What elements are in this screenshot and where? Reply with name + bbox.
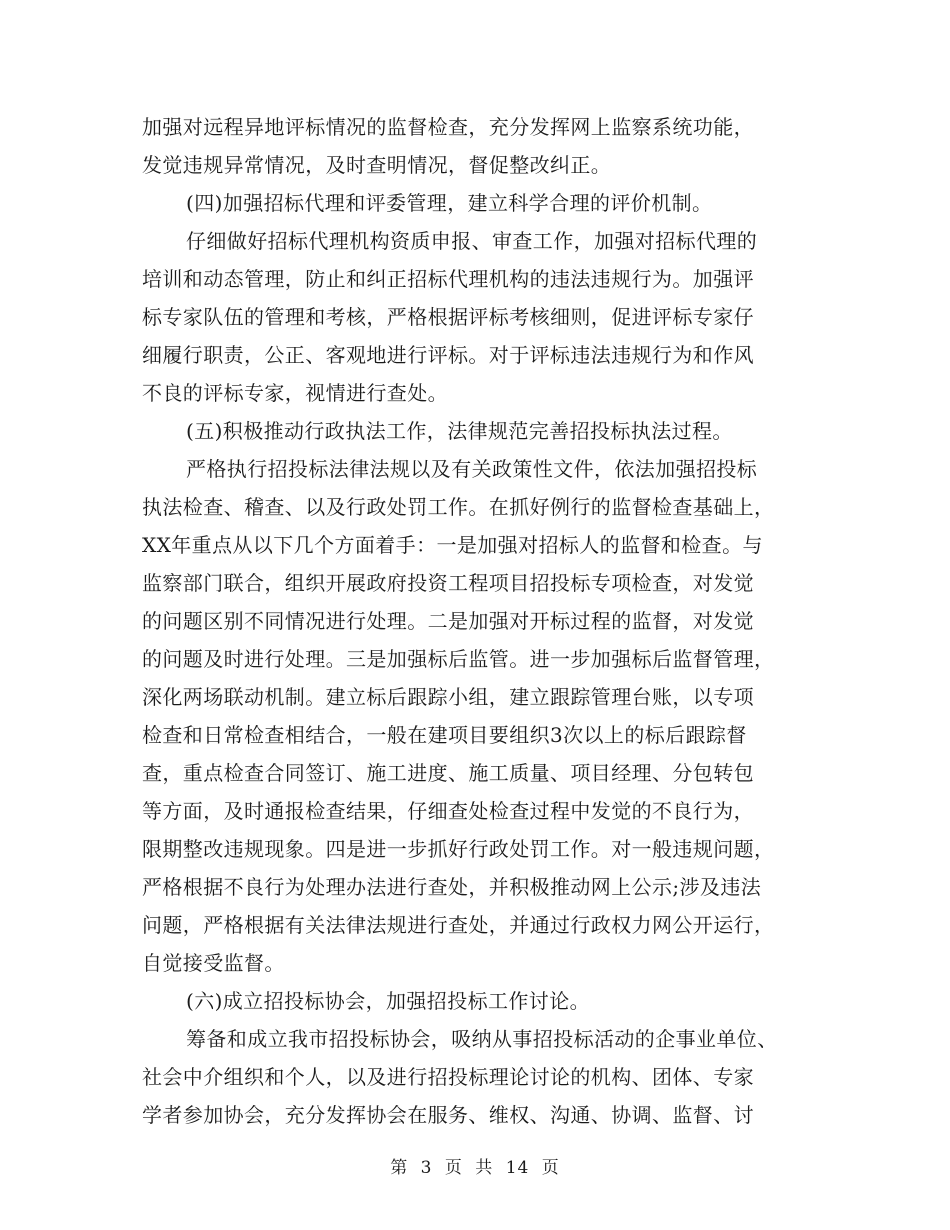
text-line: 自觉接受监督。 — [142, 951, 285, 975]
text-line: 查，重点检查合同签订、施工进度、施工质量、项目经理、分包转包 — [142, 761, 754, 785]
text-line: 培训和动态管理，防止和纠正招标代理机构的违法违规行为。加强评 — [142, 267, 754, 291]
text-line: 等方面，及时通报检查结果，仔细查处检查过程中发觉的不良行为， — [142, 799, 754, 823]
footer-prefix: 第 — [390, 1158, 409, 1178]
text-line: 仔细做好招标代理机构资质申报、审查工作，加强对招标代理的 — [186, 229, 758, 253]
text-line: 检查和日常检查相结合，一般在建项目要组织3次以上的标后跟踪督 — [142, 723, 747, 747]
text-line: 学者参加协会，充分发挥协会在服务、维权、沟通、协调、监督、讨 — [142, 1103, 754, 1127]
page-footer — [0, 1153, 950, 1178]
footer-page-word: 页 — [444, 1158, 463, 1178]
current-page-number: 3 — [420, 1158, 433, 1178]
text-line: 限期整改违规现象。四是进一步抓好行政处罚工作。对一般违规问题， — [142, 837, 775, 861]
total-pages-number: 14 — [505, 1158, 530, 1178]
text-line: 不良的评标专家，视情进行查处。 — [142, 381, 448, 405]
text-line: 社会中介组织和个人，以及进行招投标理论讨论的机构、团体、专家 — [142, 1065, 754, 1089]
text-line: 发觉违规异常情况，及时查明情况，督促整改纠正。 — [142, 153, 612, 177]
text-line: (五)积极推动行政执法工作，法律规范完善招投标执法过程。 — [186, 419, 733, 443]
text-line: 监察部门联合，组织开展政府投资工程项目招投标专项检查，对发觉 — [142, 571, 754, 595]
text-line: 问题，严格根据有关法律法规进行查处，并通过行政权力网公开运行， — [142, 913, 775, 937]
text-line: 深化两场联动机制。建立标后跟踪小组，建立跟踪管理台账，以专项 — [142, 685, 754, 709]
text-line: (四)加强招标代理和评委管理，建立科学合理的评价机制。 — [186, 191, 713, 215]
footer-suffix: 页 — [541, 1158, 560, 1178]
text-line: 细履行职责，公正、客观地进行评标。对于评标违法违规行为和作风 — [142, 343, 754, 367]
text-line: 执法检查、稽查、以及行政处罚工作。在抓好例行的监督检查基础上， — [142, 495, 775, 519]
body-text — [142, 108, 810, 1134]
text-line: 筹备和成立我市招投标协会，吸纳从事招投标活动的企事业单位、 — [186, 1027, 778, 1051]
text-line: 的问题及时进行处理。三是加强标后监管。进一步加强标后监督管理， — [142, 647, 775, 671]
text-line: 标专家队伍的管理和考核，严格根据评标考核细则，促进评标专家仔 — [142, 305, 754, 329]
text-line: 加强对远程异地评标情况的监督检查，充分发挥网上监察系统功能， — [142, 115, 754, 139]
text-line: (六)成立招投标协会，加强招投标工作讨论。 — [186, 989, 591, 1013]
footer-total-word: 共 — [475, 1158, 494, 1178]
text-line: 的问题区别不同情况进行处理。二是加强对开标过程的监督，对发觉 — [142, 609, 754, 633]
text-line: 严格执行招投标法律法规以及有关政策性文件，依法加强招投标 — [186, 457, 758, 481]
text-line: 严格根据不良行为处理办法进行查处，并积极推动网上公示;涉及违法 — [142, 875, 762, 899]
text-line: XX年重点从以下几个方面着手：一是加强对招标人的监督和检查。与 — [142, 533, 763, 557]
